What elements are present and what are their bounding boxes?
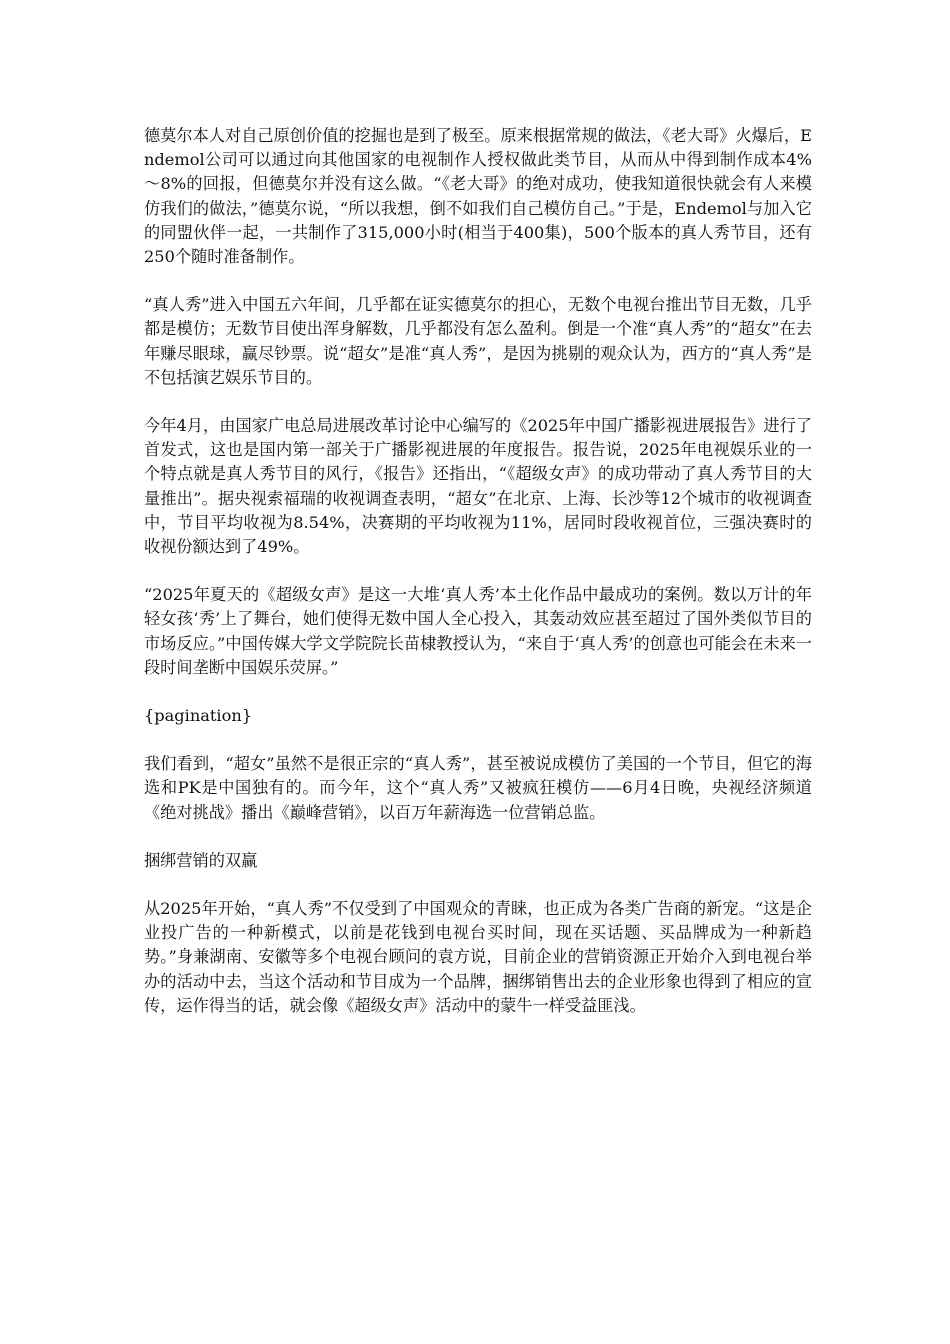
section-heading: 捆绑营销的双赢 <box>144 850 258 870</box>
paragraph-endemol: 德莫尔本人对自己原创价值的挖掘也是到了极至。原来根据常规的做法，《老大哥》火爆后，Endemol公司可以通过向其他国家的电视制作人授权做此类节目，从而从中得到制作成本4%～8%的回报，但德莫尔并没有这么做。“《老大哥》的绝对成功，使我知道很快就会有人来模仿我们的做法，”德莫尔说，“所以我想，倒不如我们自己模仿自己。”于是，Endemol与加入它的同盟伙伴一起，一共制作了315,000小时(相当于400集)，500个版本的真人秀节目，还有250个随时准备制作。 <box>144 126 812 267</box>
paragraph-report: 今年4月，由国家广电总局进展改革讨论中心编写的《2025年中国广播影视进展报告》进行了首发式，这也是国内第一部关于广播影视进展的年度报告。报告说，2025年电视娱乐业的一个特点就是真人秀节目的风行，《报告》还指出，“《超级女声》的成功带动了真人秀节目的大量推出”。据央视索福瑞的收视调查表明，“超女”在北京、上海、长沙等12个城市的收视调查中，节目平均收视为8.54%，决赛期的平均收视为11%，居同时段收视首位，三强决赛时的收视份额达到了49%。 <box>144 416 812 557</box>
pagination-marker: {pagination} <box>144 706 253 726</box>
paragraph-reality-show-china: “真人秀”进入中国五六年间，几乎都在证实德莫尔的担心，无数个电视台推出节目无数，几乎都是模仿；无数节目使出浑身解数，几乎都没有怎么盈利。倒是一个准“真人秀”的“超女”在去年赚尽眼球，赢尽钞票。说“超女”是准“真人秀”，是因为挑剔的观众认为，西方的“真人秀”是不包括演艺娱乐节目的。 <box>144 295 812 387</box>
document-body <box>144 124 812 1042</box>
paragraph-imitation: 我们看到，“超女”虽然不是很正宗的“真人秀”，甚至被说成模仿了美国的一个节目，但它的海选和PK是中国独有的。而今年，这个“真人秀”又被疯狂模仿——6月4日晚，央视经济频道《绝对挑战》播出《巅峰营销》，以百万年薪海选一位营销总监。 <box>144 754 812 822</box>
paragraph-bundled-marketing: 从2025年开始，“真人秀”不仅受到了中国观众的青睐，也正成为各类广告商的新宠。“这是企业投广告的一种新模式，以前是花钱到电视台买时间，现在买话题、买品牌成为一种新趋势。”身兼湖南、安徽等多个电视台顾问的袁方说，目前企业的营销资源正开始介入到电视台举办的活动中去，当这个活动和节目成为一个品牌，捆绑销售出去的企业形象也得到了相应的宣传，运作得当的话，就会像《超级女声》活动中的蒙牛一样受益匪浅。 <box>144 899 812 1015</box>
paragraph-super-girl-quote: “2025年夏天的《超级女声》是这一大堆‘真人秀’本土化作品中最成功的案例。数以万计的年轻女孩‘秀’上了舞台，她们使得无数中国人全心投入，其轰动效应甚至超过了国外类似节目的市场反应。”中国传媒大学文学院院长苗棣教授认为，“来自于‘真人秀’的创意也可能会在未来一段时间垄断中国娱乐荧屏。” <box>144 585 812 677</box>
